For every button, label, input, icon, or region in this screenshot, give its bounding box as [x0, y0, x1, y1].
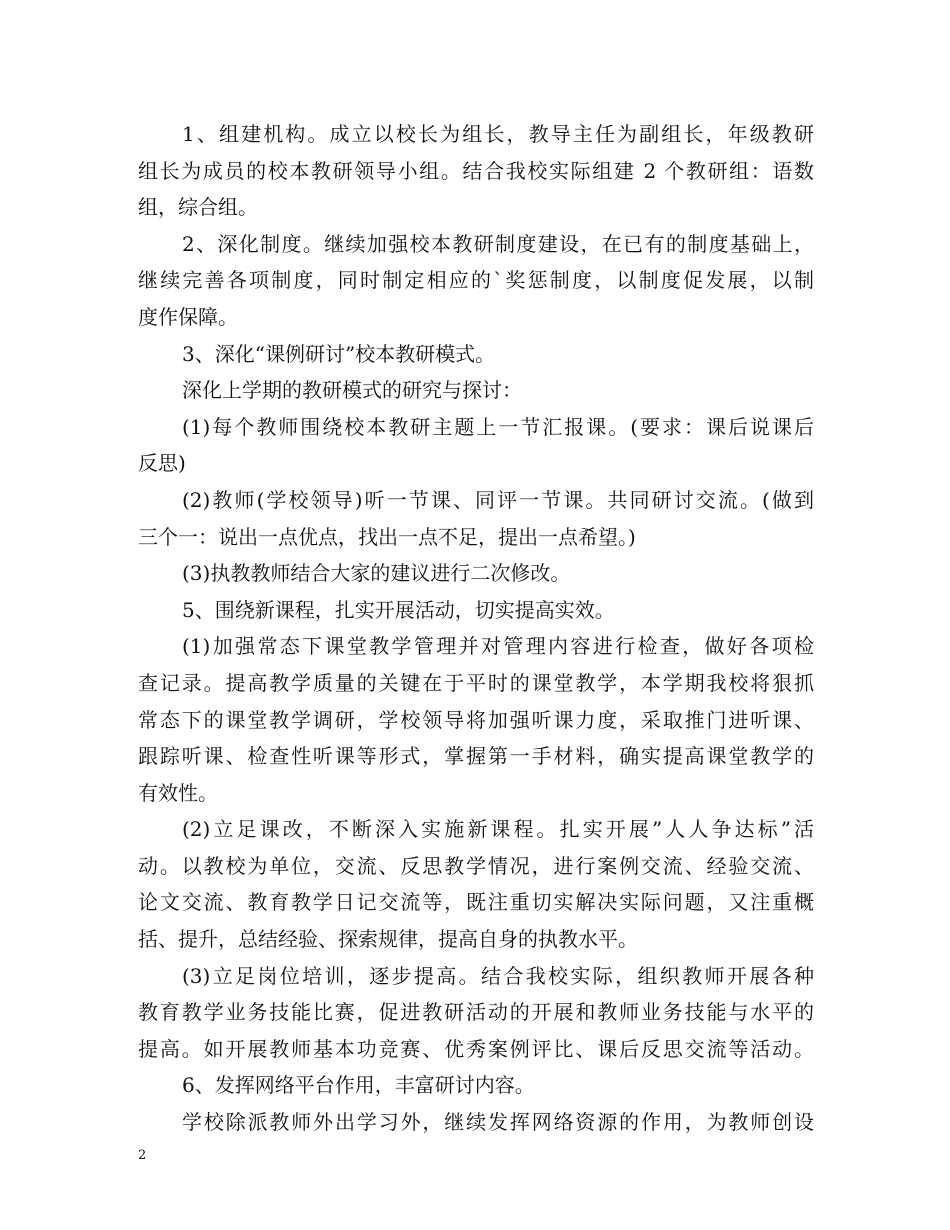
page-number: 2 — [138, 1148, 147, 1163]
text-line: (2)教师(学校领导)听一节课、同评一节课。共同研讨交流。(做到 — [182, 487, 814, 512]
text-line: 组，综合组。 — [138, 195, 258, 220]
text-line: 有效性。 — [138, 780, 218, 805]
text-line: 括、提升，总结经验、探索规律，提高自身的执教水平。 — [138, 927, 638, 952]
text-line: 论文交流、教育教学日记交流等，既注重切实解决实际问题，又注重概 — [138, 890, 814, 915]
text-line: 6、发挥网络平台作用，丰富研讨内容。 — [182, 1073, 535, 1098]
text-line: 深化上学期的教研模式的研究与探讨： — [182, 378, 522, 403]
text-line: 3、深化“课例研讨”校本教研模式。 — [182, 341, 496, 366]
text-line: 教育教学业务技能比赛，促进教研活动的开展和教师业务技能与水平的 — [138, 1000, 814, 1025]
document-body — [138, 116, 814, 1141]
text-line: 提高。如开展教师基本功竞赛、优秀案例评比、课后反思交流等活动。 — [138, 1036, 814, 1061]
text-line: (3)执教教师结合大家的建议进行二次修改。 — [182, 561, 571, 586]
text-line: 度作保障。 — [138, 304, 238, 329]
text-line: (1)每个教师围绕校本教研主题上一节汇报课。(要求：课后说课后 — [182, 414, 814, 439]
text-line: 动。以教校为单位，交流、反思教学情况，进行案例交流、经验交流、 — [138, 853, 814, 878]
text-line: 2、深化制度。继续加强校本教研制度建设，在已有的制度基础上， — [182, 231, 814, 256]
text-line: (1)加强常态下课堂教学管理并对管理内容进行检查，做好各项检 — [182, 634, 814, 659]
text-line: 1、组建机构。成立以校长为组长，教导主任为副组长，年级教研 — [182, 122, 814, 146]
text-line: (3)立足岗位培训，逐步提高。结合我校实际，组织教师开展各种 — [182, 963, 814, 988]
text-line: 5、围绕新课程，扎实开展活动，切实提高实效。 — [182, 597, 615, 622]
text-line: 继续完善各项制度，同时制定相应的`奖惩制度，以制度促发展，以制 — [138, 268, 814, 293]
text-line: 学校除派教师外出学习外，继续发挥网络资源的作用，为教师创设 — [182, 1110, 814, 1135]
text-line: 三个一：说出一点优点，找出一点不足，提出一点希望。) — [138, 524, 636, 549]
text-line: 组长为成员的校本教研领导小组。结合我校实际组建 2 个教研组：语数 — [138, 158, 814, 183]
text-line: 反思) — [138, 451, 186, 476]
text-line: 常态下的课堂教学调研，学校领导将加强听课力度，采取推门进听课、 — [138, 707, 814, 732]
text-line: 查记录。提高教学质量的关键在于平时的课堂教学，本学期我校将狠抓 — [138, 670, 814, 695]
text-line: 跟踪听课、检查性听课等形式，掌握第一手材料，确实提高课堂教学的 — [138, 744, 814, 769]
text-line: (2)立足课改，不断深入实施新课程。扎实开展”人人争达标”活 — [182, 817, 814, 842]
